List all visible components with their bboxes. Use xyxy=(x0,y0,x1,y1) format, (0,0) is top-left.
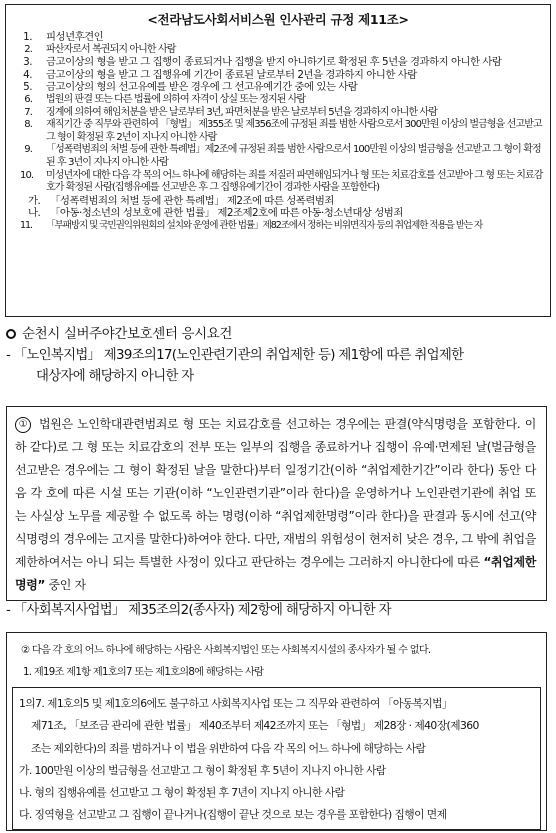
item-text: 미성년자에 대한 다음 각 목의 어느 하나에 해당하는 죄를 저질러 파면해임되거나 형 또는 치료감호를 선고받아 그 형 또는 치료감호가 확정된 사람(집행유예를 선고받은 후 그 집행유예기간이 경과한 사람을 포함한다) xyxy=(46,169,543,194)
regulation-item xyxy=(6,144,550,169)
item-text: 재직기간 중 직무와 관련하여 「형법」 제355조 및 제356조에 규정된 죄를 범한 사람으로서 300만원 이상의 벌금형을 선고받고 그 형이 확정된 후 2년이 지나지 아니한 사람 xyxy=(46,119,542,143)
law-text: 법원은 노인학대관련범죄로 형 또는 치료감호를 선고하는 경우에는 판결(약식명령을 포함한다. 이하 같다)로 그 형 또는 치료감호의 전부 또는 일부의 집행을 종료하거나 집행이 유예·면제된 날(벌금형을 선고받은 경우에는 그 형이 확정된 날을 말한다)부터 일정기간(이하 “취업제한기간”이라 한다) 동안 다음 각 호에 따른 시설 또는 기관(이하 “노인관련기관”이라 한다)을 운영하거나 노인관련기관에 취업 또는 사실상 노무를 제공할 수 없도록 하는 명령(이하 “취업제한명령”이라 한다)을 판결과 동시에 선고(약식명령의 경우에는 고지를 말한다)하여야 한다. 다만, 재범의 위험성이 현저히 낮은 경우, 그 밖에 취업을 제한하여서는 아니 되는 특별한 사정이 있다고 판단하는 경우에는 그러하지 아니한다에 따른 xyxy=(15,417,536,569)
item-number: 7. xyxy=(24,106,32,118)
law-marker: ② xyxy=(21,645,30,656)
elderly-welfare-law-box xyxy=(6,406,547,601)
item-number: 1. xyxy=(23,31,32,43)
law-marker: ① xyxy=(15,417,31,433)
section-heading xyxy=(6,322,232,342)
requirement-elderly-welfare xyxy=(6,345,463,387)
regulation-box xyxy=(5,4,551,317)
social-welfare-law-box xyxy=(6,632,547,831)
requirement-social-welfare xyxy=(6,600,391,621)
clause-line: 조는 제외한다)의 죄를 범하거나 이 법을 위반하여 다음 각 목의 어느 하나에 해당하는 사람 xyxy=(31,741,426,755)
item-number: 3. xyxy=(23,56,32,69)
regulation-item xyxy=(6,119,550,144)
item-text: 금고이상의 형을 받고 그 집행유예 기간이 종료된 날로부터 2년을 경과하지 아니한 사람 xyxy=(46,68,417,81)
requirement-line: 대상자에 해당하지 아니한 자 xyxy=(36,369,194,384)
quoted-clause-box xyxy=(12,687,541,830)
requirement-line: - 「사회복지사업법」 제35조의2(종사자) 제2항에 해당하지 아니한 자 xyxy=(6,603,391,618)
section-heading-text: 순천시 실버주야간보호센터 응시요건 xyxy=(22,326,233,342)
item-text: 금고이상의 형을 받고 그 집행이 종료되거나 집행을 받지 아니하기로 확정된 후 5년을 경과하지 아니한 사람 xyxy=(46,56,502,69)
law-intro xyxy=(21,641,430,656)
item-number: 2. xyxy=(24,43,32,55)
clause-line: 제71조, 「보조금 관리에 관한 법률」 제40조부터 제42조까지 또는 「형법」 제28장 · 제40장(제360 xyxy=(31,719,479,733)
regulation-item xyxy=(6,107,550,120)
regulation-item xyxy=(6,31,550,44)
requirement-line: - 「노인복지법」 제39조의17(노인관련기관의 취업제한 등) 제1항에 따른 취업제한 xyxy=(6,348,464,363)
law-intro-text: 다음 각 호의 어느 하나에 해당하는 사람은 사회복지법인 또는 사회복지시설의 종사자가 될 수 없다. xyxy=(31,645,431,656)
item-text: 금고이상의 형의 선고유예를 받은 경우에 그 선고유예기간 중에 있는 사람 xyxy=(46,81,358,94)
clause-line: 다. 징역형을 선고받고 그 집행이 끝나거나(집행이 끝난 것으로 보는 경우를 포함한다) 집행이 면제 xyxy=(19,808,447,822)
item-text: 파산자로서 복권되지 아니한 사람 xyxy=(46,43,176,55)
item-number: 가. xyxy=(28,194,41,207)
item-text: 「성폭력범죄의 처벌 등에 관한 특례법」제2조에 규정된 죄를 범한 사람으로서 100만원 이상의 벌금형을 선고받고 그 형이 확정된 후 3년이 지나지 아니한 사람 xyxy=(46,144,541,168)
item-text: 징계에 의하여 해임처분을 받은 날로부터 3년, 파면처분을 받은 날로부터 5년을 경과하지 아니한 사람 xyxy=(46,106,437,118)
clause-line: 나. 형의 집행유예를 선고받고 그 형이 확정된 후 7년이 지나지 아니한 사람 xyxy=(19,786,345,800)
item-text: 「부패방지 및 국민권익위원회의 설치와 운영에 관한 법률」제82조에서 정하는 비위면직자 등의 취업제한 적용을 받는 자 xyxy=(46,219,483,231)
regulation-item xyxy=(6,81,550,94)
regulation-item xyxy=(6,94,550,107)
clause-line: 1의7. 제1호의5 및 제1호의6에도 불구하고 사회복지사업 또는 그 직무와 관련하여 「아동복지법」 xyxy=(19,697,453,710)
regulation-item xyxy=(6,220,550,233)
item-number: 9. xyxy=(24,144,32,156)
item-number: 5. xyxy=(23,81,32,94)
law-paragraph xyxy=(15,413,536,597)
law-text-end: 중인 자 xyxy=(48,578,86,592)
regulation-title: <전라남도사회서비스원 인사관리 규정 제11조> xyxy=(147,12,409,27)
regulation-item xyxy=(6,170,550,195)
regulation-subitem xyxy=(6,207,550,220)
regulation-item xyxy=(6,56,550,69)
item-number: 11. xyxy=(20,219,32,231)
item-number: 4. xyxy=(23,68,32,81)
item-text: 「아동·청소년의 성보호에 관한 법률」 제2조제2호에 따른 아동·청소년대상 성범죄 xyxy=(50,207,403,220)
item-number: 나. xyxy=(28,207,41,220)
circle-bullet-icon xyxy=(6,329,16,339)
item-number: 10. xyxy=(20,169,34,181)
item-text: 피성년후견인 xyxy=(46,31,104,43)
item-number: 6. xyxy=(24,93,32,105)
regulation-item xyxy=(6,69,550,82)
item-text: 법원의 판결 또는 다른 법률에 의하여 자격이 상실 또는 정지된 사람 xyxy=(46,93,306,105)
clause-line: 가. 100만원 이상의 벌금형을 선고받고 그 형이 확정된 후 5년이 지나지 아니한 사람 xyxy=(19,763,386,777)
regulation-subitem xyxy=(6,195,550,208)
regulation-list xyxy=(6,31,550,233)
law-clause: 1. 제19조 제1항 제1호의7 또는 제1호의8에 해당하는 사람 xyxy=(23,667,264,678)
item-number: 8. xyxy=(24,119,32,131)
regulation-item xyxy=(6,44,550,57)
item-text: 「성폭력범죄의 처벌 등에 관한 특례법」 제2조에 따른 성폭력범죄 xyxy=(50,194,334,207)
employment-restriction-order: “취업제한명령” xyxy=(15,555,536,592)
